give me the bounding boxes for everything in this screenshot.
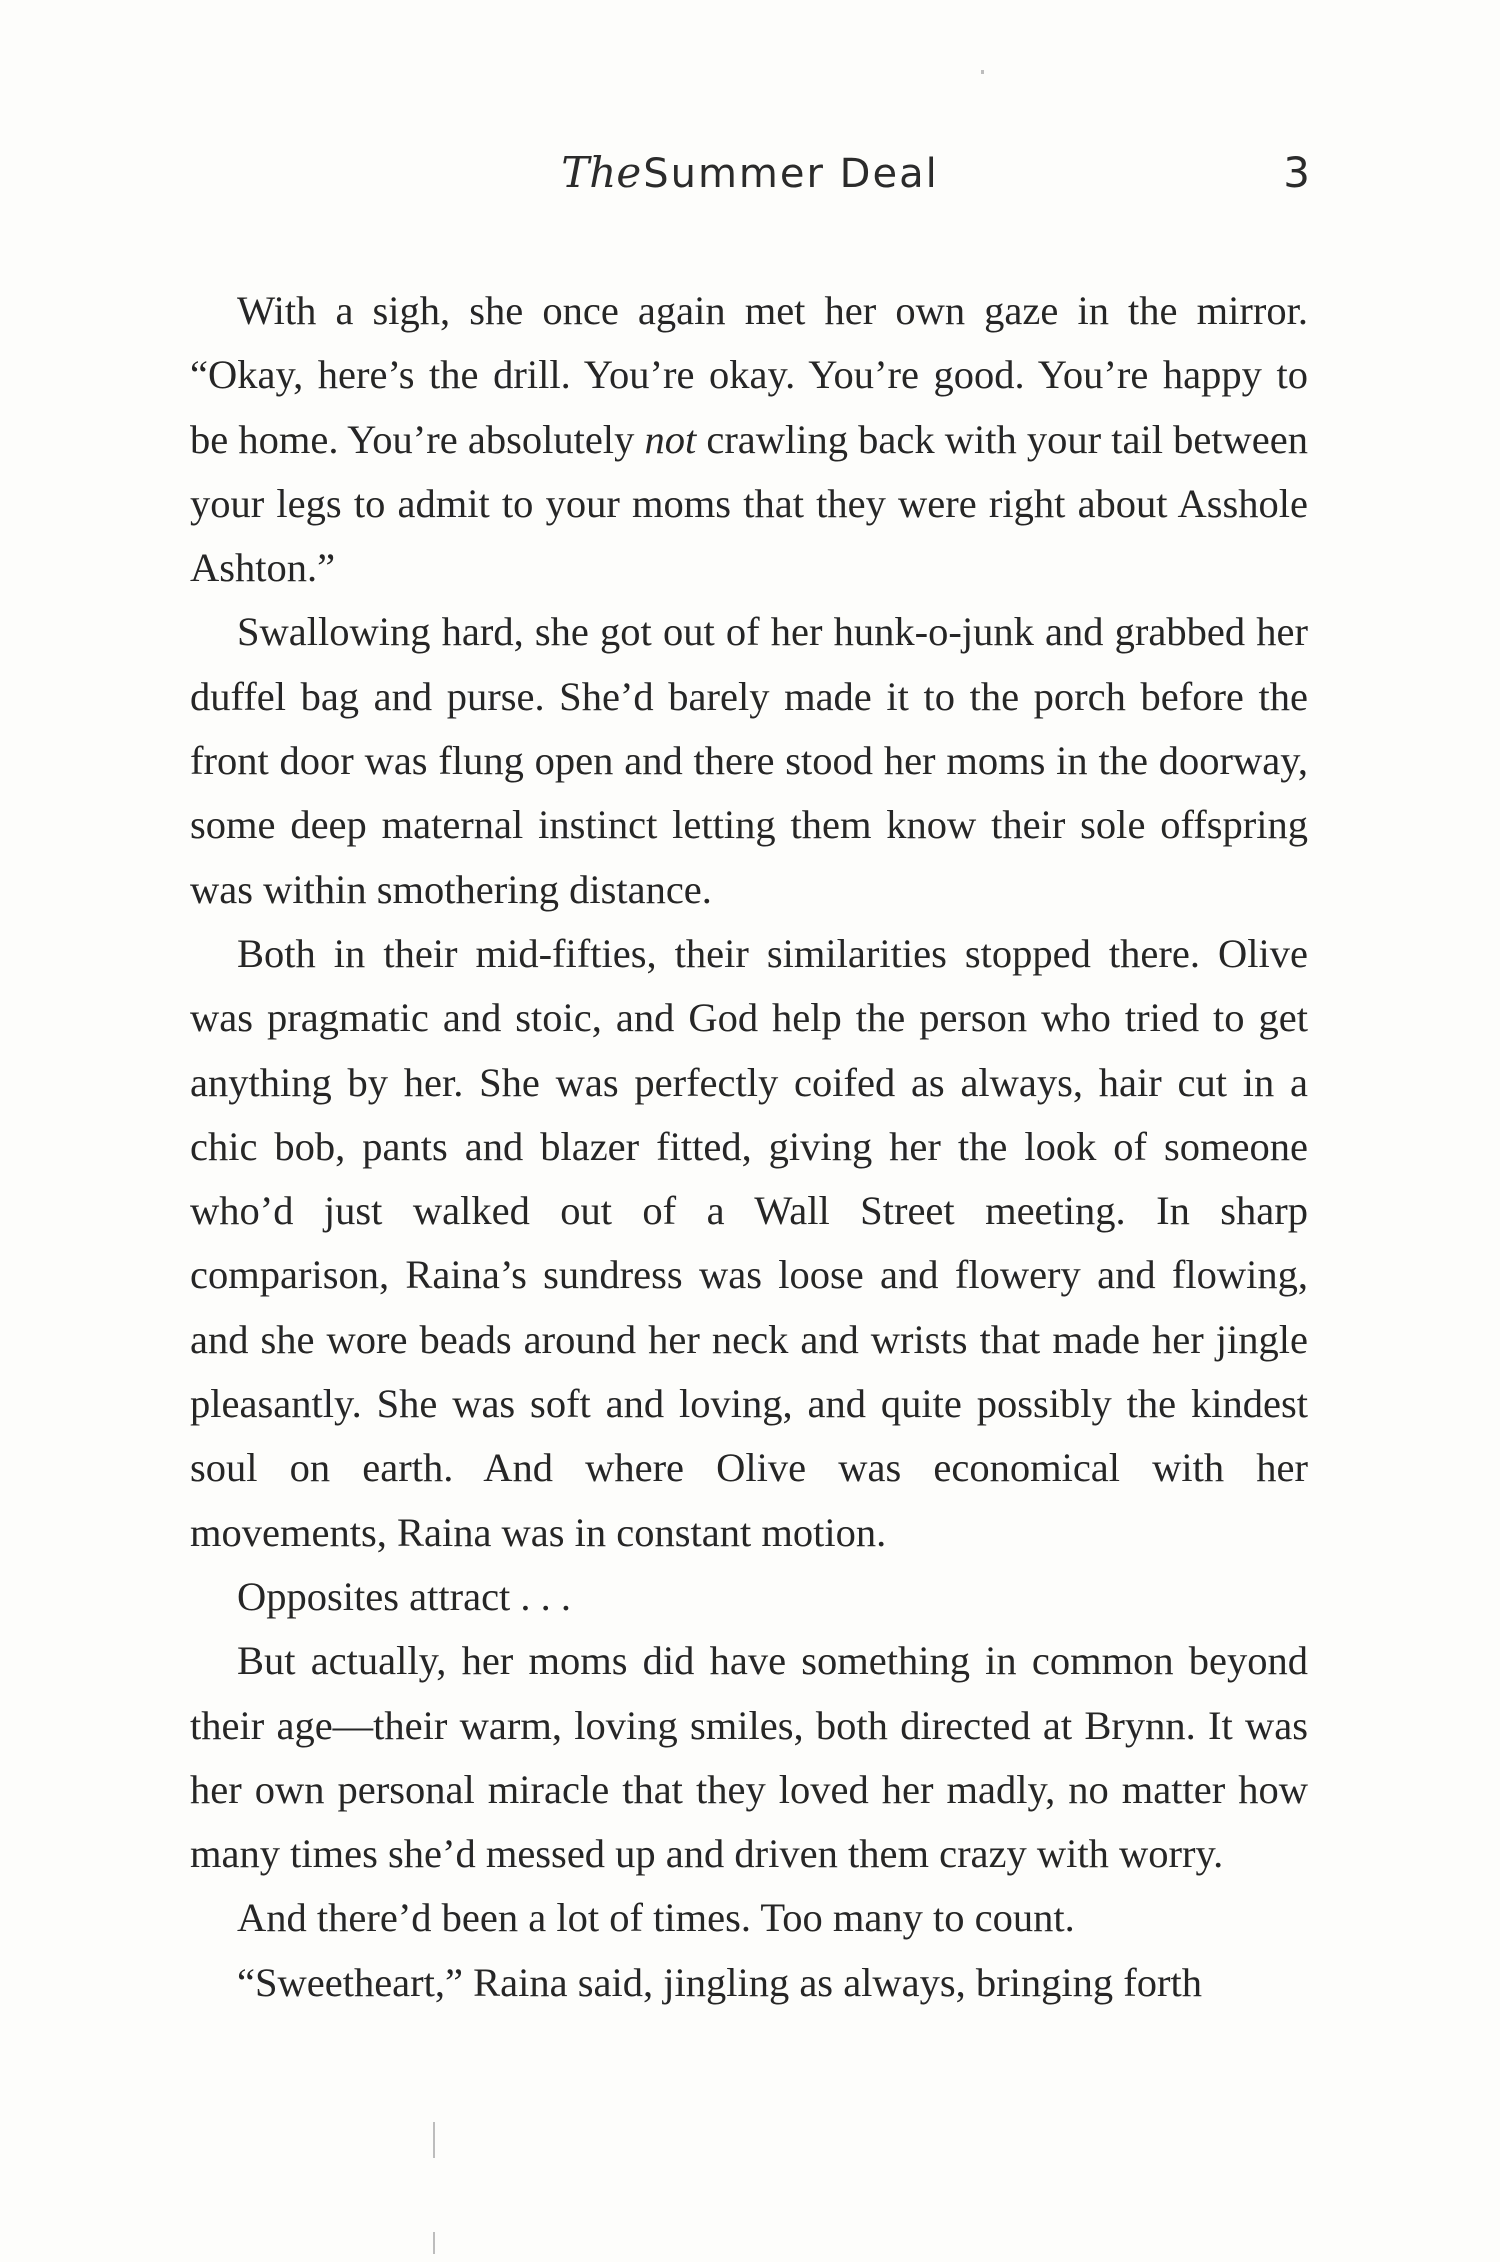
running-head [0,148,1500,208]
book-title [0,148,1500,197]
body-text [190,279,1308,2015]
paragraph-4: Opposites attract . . . [237,1573,572,1619]
page-number: 3 [1283,148,1310,197]
scan-line-mark-lower [433,2232,435,2254]
paragraph-6: And there’d been a lot of times. Too many to count. [237,1895,1075,1941]
scan-line-mark [433,2122,435,2158]
paragraph-1 [190,279,1308,600]
paragraph-5: But actually, her moms did have something in common beyond their age—their warm, loving smiles, both directed at Brynn. It was her own personal miracle that they loved her madly, no matter how many times she’d messed up and driven them crazy with worry. [190,1638,1308,1877]
scan-speck [981,70,984,74]
paragraph-3: Both in their mid-fifties, their similarities stopped there. Olive was pragmatic and stoic, and God help the person who tried to get anything by her. She was perfectly coifed as always, hair cut in a chic bob, pants and blazer fitted, giving her the look of someone who’d just walked out of a Wall Street meeting. In sharp comparison, Raina’s sundress was loose and flowery and flowing, and she wore beads around her neck and wrists that made her jingle pleasantly. She was soft and loving, and quite possibly the kindest soul on earth. And where Olive was economical with her movements, Raina was in constant motion. [190,930,1308,1555]
paragraph-2: Swallowing hard, she got out of her hunk-o-junk and grabbed her duffel bag and purse. She’d barely made it to the porch before the front door was flung open and there stood her moms in the doorway, some deep maternal instinct letting them know their sole offspring was within smothering distance. [190,609,1308,912]
emphasis-not: not [644,416,697,462]
book-title-prefix: The [561,148,642,197]
paragraph-1-part-2: crawling back with your tail between your legs to admit to your moms that they were right about Asshole Ashton.” [190,416,1309,591]
paragraph-7: “Sweetheart,” Raina said, jingling as always, bringing forth [237,1959,1202,2005]
paragraph-1-part-1: With a sigh, she once again met her own gaze in the mirror. “Okay, here’s the drill. You’re okay. You’re good. You’re happy to be home. You’re absolutely [190,288,1308,462]
book-title-main: Summer Deal [643,151,939,197]
